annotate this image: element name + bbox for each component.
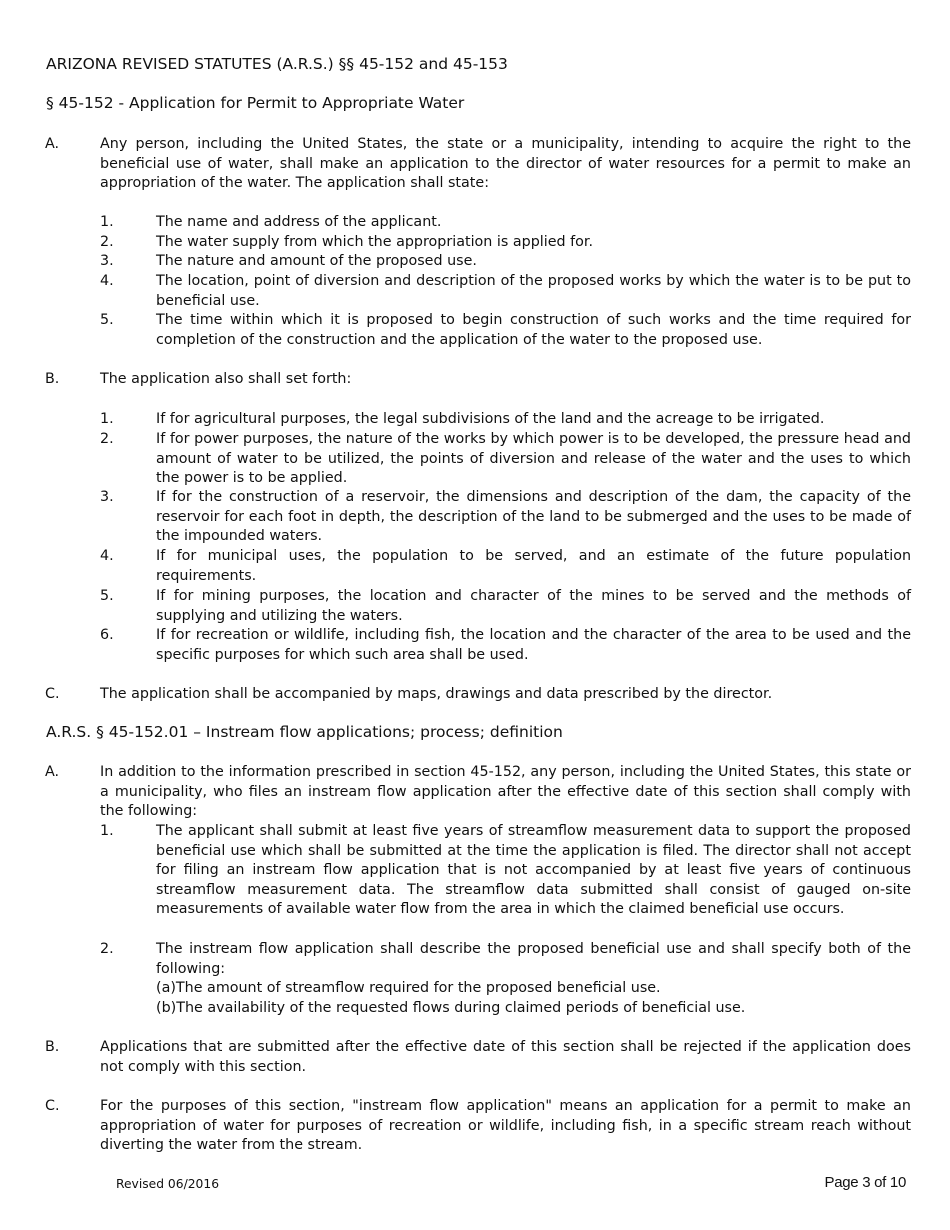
item-number: 4. [100,548,114,564]
paragraph-text: The application also shall set forth: [100,371,352,387]
item-text: The nature and amount of the proposed use. [156,253,477,269]
paragraph-label: C. [45,1098,60,1114]
item-text: The name and address of the applicant. [156,214,442,230]
paragraph-b [45,1038,911,1077]
page-number: Page 3 of 10 [824,1174,906,1191]
paragraph-text: For the purposes of this section, "instream flow application" means an application for a permit to make an appropriation of water for purposes of recreation or wildlife, including fish, in a specific stream reach without diverting the water from the stream. [100,1098,911,1154]
item-text: If for mining purposes, the location and character of the mines to be served and the methods of supplying and utilizing the waters. [156,588,911,624]
item-number: 1. [100,823,114,839]
item-number: 2. [100,941,114,957]
item-number: 3. [100,489,114,505]
list-item [100,547,911,586]
list-item [100,213,911,233]
paragraph-text: The application shall be accompanied by maps, drawings and data prescribed by the director. [100,686,773,702]
paragraph-label: B. [45,371,60,387]
list-item [100,272,911,311]
item-text: The location, point of diversion and description of the proposed works by which the water is to be put to beneficial use. [156,273,911,309]
list-item [100,252,911,272]
list-item [100,233,911,253]
sub-item-text: The availability of the requested flows during claimed periods of beneficial use. [176,1000,746,1016]
list-item [100,311,911,350]
document-title: ARIZONA REVISED STATUTES (A.R.S.) §§ 45-152 and 45-153 [46,55,508,73]
list-item [100,430,911,489]
section-45-152-heading: § 45-152 - Application for Permit to Appropriate Water [46,94,465,112]
item-text: If for agricultural purposes, the legal subdivisions of the land and the acreage to be irrigated. [156,411,825,427]
item-text: If for the construction of a reservoir, the dimensions and description of the dam, the capacity of the reservoir for each foot in depth, the description of the land to be submerged and the uses to be made of the impounded waters. [156,489,911,545]
paragraph-text: Applications that are submitted after the effective date of this section shall be rejected if the application does not comply with this section. [100,1039,911,1075]
item-number: 2. [100,431,114,447]
item-text: If for power purposes, the nature of the works by which power is to be developed, the pressure head and amount of water to be utilized, the points of diversion and release of the water and the uses to which the power is to be applied. [156,431,911,487]
paragraph-text: In addition to the information prescribed in section 45-152, any person, including the United States, this state or a municipality, who files an instream flow application after the effective date of this section shall comply with the following: [100,764,911,820]
sub-item [156,979,661,999]
list-item [100,587,911,626]
item-text: The time within which it is proposed to begin construction of such works and the time required for completion of the construction and the application of the water to the proposed use. [156,312,911,348]
revision-date: Revised 06/2016 [116,1177,220,1191]
list-item [100,940,911,979]
item-number: 1. [100,411,114,427]
list-item [100,822,911,920]
paragraph-a [45,763,911,822]
list-item [100,626,911,665]
paragraph-b [45,370,911,390]
sub-item-label: (b) [156,1000,177,1016]
section-45-152-01-heading: A.R.S. § 45-152.01 – Instream flow applications; process; definition [46,723,563,741]
item-text: The instream flow application shall describe the proposed beneficial use and shall specify both of the following: [156,941,911,977]
item-text: If for recreation or wildlife, including fish, the location and the character of the area to be used and the specific purposes for which such area shall be used. [156,627,911,663]
item-number: 5. [100,312,114,328]
paragraph-text: Any person, including the United States, the state or a municipality, intending to acquire the right to the beneficial use of water, shall make an application to the director of water resources for a permit to make an appropriation of the water. The application shall state: [100,136,911,192]
item-text: The applicant shall submit at least five years of streamflow measurement data to support the proposed beneficial use which shall be submitted at the time the application is filed. The director shall not accept for filing an instream flow application that is not accompanied by at least five years of continuous streamflow measurement data. The streamflow data submitted shall consist of gauged on-site measurements of available water flow from the area in which the claimed beneficial use occurs. [156,823,911,918]
item-number: 3. [100,253,114,269]
item-text: The water supply from which the appropriation is applied for. [156,234,594,250]
item-number: 5. [100,588,114,604]
list-item [100,488,911,547]
sub-item-text: The amount of streamflow required for the proposed beneficial use. [175,980,661,996]
paragraph-label: A. [45,136,60,152]
list-item [100,410,911,430]
paragraph-label: B. [45,1039,60,1055]
item-number: 2. [100,234,114,250]
sub-item-label: (a) [156,980,176,996]
sub-item [156,999,745,1019]
item-text: If for municipal uses, the population to be served, and an estimate of the future population requirements. [156,548,911,584]
paragraph-a [45,135,911,194]
paragraph-c [45,685,911,705]
paragraph-label: A. [45,764,60,780]
item-number: 6. [100,627,114,643]
item-number: 4. [100,273,114,289]
paragraph-c [45,1097,911,1156]
paragraph-label: C. [45,686,60,702]
item-number: 1. [100,214,114,230]
